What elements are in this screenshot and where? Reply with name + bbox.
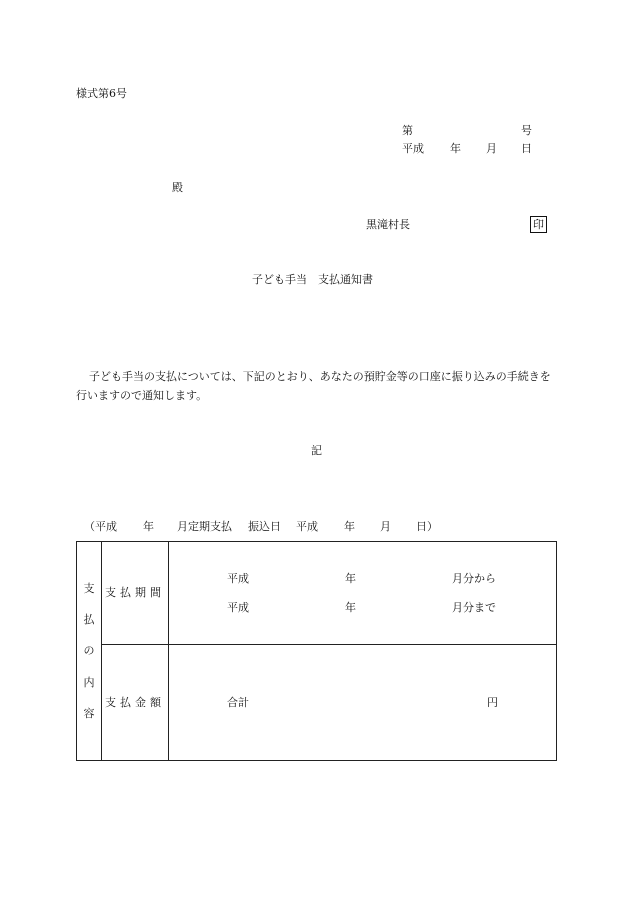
body-paragraph: 子ども手当の支払については、下記のとおり、あなたの預貯金等の口座に振り込みの手続きを行いますので通知します。 [76, 370, 551, 402]
payment-line-transfer-year: 年 [344, 520, 355, 533]
doc-number-prefix: 第 [402, 124, 413, 137]
side-char: 容 [83, 706, 95, 720]
payment-line-transfer-day: 日） [416, 520, 438, 533]
document-title: 子ども手当 支払通知書 [252, 273, 373, 286]
period-from-month: 月分から [452, 572, 496, 585]
payment-line-type: 月定期支払 [177, 520, 232, 533]
payment-line-transfer-label: 振込日 [248, 520, 281, 533]
date-era: 平成 [402, 142, 424, 155]
addressee-honorific: 殿 [172, 181, 183, 194]
form-number: 様式第6号 [76, 87, 127, 100]
amount-value-cell [169, 645, 557, 761]
period-value-cell [169, 542, 557, 645]
date-month: 月 [486, 142, 497, 155]
side-char: 払 [83, 613, 95, 627]
side-label-cell [77, 542, 102, 761]
seal-mark: 印 [530, 216, 547, 233]
ki-label: 記 [311, 444, 322, 457]
side-label [77, 582, 101, 720]
payment-line-year: 年 [143, 520, 154, 533]
amount-label: 支払金額 [105, 695, 165, 709]
amount-unit: 円 [487, 696, 498, 709]
period-to-month: 月分まで [452, 601, 496, 614]
payment-line-open: （平成 [84, 520, 117, 533]
period-from-era: 平成 [227, 572, 249, 585]
date-year: 年 [450, 142, 461, 155]
doc-number-suffix: 号 [521, 124, 532, 137]
payment-line-transfer-month: 月 [380, 520, 391, 533]
side-char: の [83, 644, 95, 658]
side-char: 支 [83, 582, 95, 596]
period-label: 支払期間 [105, 586, 165, 600]
period-row [77, 542, 557, 645]
period-from-year: 年 [345, 572, 356, 585]
amount-row [77, 645, 557, 761]
payment-line-era: 平成 [296, 520, 318, 533]
period-label-cell [102, 542, 169, 645]
payment-details-table [76, 541, 557, 761]
side-char: 内 [83, 675, 95, 689]
issuer-title: 黒滝村長 [366, 218, 410, 231]
amount-total-label: 合計 [227, 696, 249, 709]
period-to-year: 年 [345, 601, 356, 614]
period-to-era: 平成 [227, 601, 249, 614]
date-day: 日 [521, 142, 532, 155]
amount-label-cell [102, 645, 169, 761]
